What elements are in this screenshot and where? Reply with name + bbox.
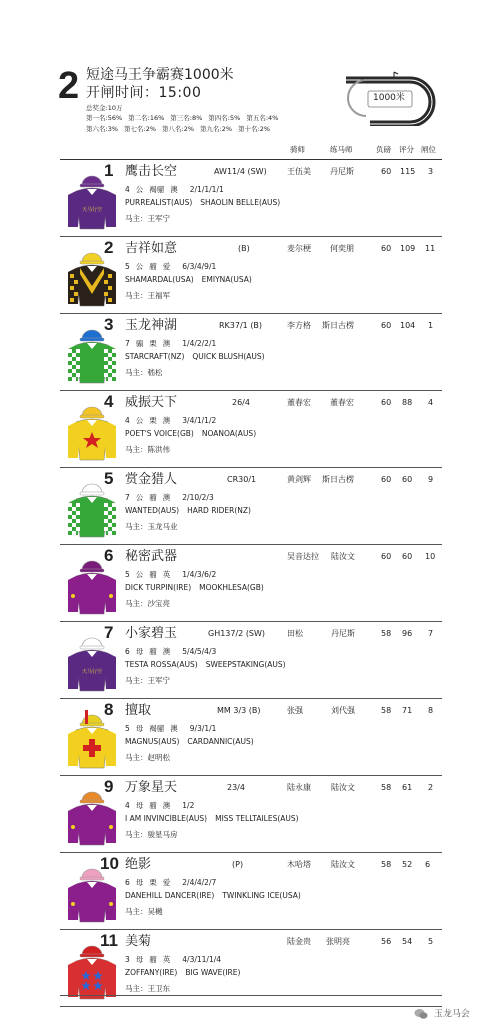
recent-form: 1/4/3/6/2 <box>182 570 217 579</box>
carried-weight: 60 <box>381 321 392 330</box>
race-number: 2 <box>58 65 80 107</box>
runner-number: 6 <box>104 546 114 565</box>
rating: 61 <box>402 783 413 792</box>
dam: CARDANNIC(AUS) <box>187 737 254 746</box>
carried-weight: 60 <box>381 167 392 176</box>
horse-sex: 公 <box>135 493 144 502</box>
dam: MOOKHLESA(GB) <box>199 583 264 592</box>
horse-gear: MM 3/3 (B) <box>217 706 261 715</box>
horse-name: 万象星天 <box>125 780 178 795</box>
horse-age: 4 <box>125 416 130 425</box>
horse-age: 6 <box>125 878 130 887</box>
pedigree <box>125 813 307 824</box>
barrier: 8 <box>428 706 434 715</box>
prize-split: 第一名:56% <box>86 114 123 122</box>
dam: TWINKLING ICE(USA) <box>222 891 301 900</box>
horse-color: 栗 <box>149 339 157 348</box>
owner: 马主：王福军 <box>125 291 170 300</box>
rating: 115 <box>400 167 416 176</box>
dam: EMIYNA(USA) <box>201 275 252 284</box>
horse-age: 3 <box>125 955 130 964</box>
barrier: 1 <box>428 321 434 330</box>
sire: STARCRAFT(NZ) <box>125 352 185 361</box>
col-barrier: 闸位 <box>421 145 436 154</box>
sire: TESTA ROSSA(AUS) <box>125 660 198 669</box>
sire: WANTED(AUS) <box>125 506 180 515</box>
horse-age: 4 <box>125 185 130 194</box>
horse-age: 5 <box>125 262 130 271</box>
horse-name: 小家碧玉 <box>125 626 178 641</box>
divider <box>60 1006 442 1007</box>
recent-form: 6/3/4/9/1 <box>182 262 217 271</box>
rating: 71 <box>402 706 413 715</box>
horse-sex: 公 <box>135 262 144 271</box>
horse-age: 7 <box>125 339 130 348</box>
rating: 96 <box>402 629 413 638</box>
horse-gear: CR30/1 <box>227 475 257 484</box>
rating: 54 <box>402 937 413 946</box>
jockey-name: 吴音达拉 <box>287 552 319 561</box>
sire: DICK TURPIN(IRE) <box>125 583 192 592</box>
sire: POET'S VOICE(GB) <box>125 429 194 438</box>
horse-gear: RK37/1 (B) <box>219 321 263 330</box>
recent-form: 5/4/5/4/3 <box>182 647 217 656</box>
rating: 60 <box>402 475 413 484</box>
prize-split: 第九名:2% <box>200 125 233 133</box>
horse-color: 骝 <box>149 570 157 579</box>
horse-sex: 公 <box>135 416 144 425</box>
owner: 马主：王军宁 <box>125 214 170 223</box>
runner-number: 11 <box>100 931 118 950</box>
carried-weight: 58 <box>381 629 392 638</box>
prize-split: 第七名:2% <box>124 125 157 133</box>
col-rating: 评分 <box>399 145 414 154</box>
pedigree <box>125 505 259 516</box>
total-purse: 总奖金:10万 <box>86 104 123 112</box>
runner-row <box>0 622 500 699</box>
horse-profile <box>125 338 222 349</box>
barrier: 10 <box>425 552 436 561</box>
runner-row <box>0 391 500 468</box>
recent-form: 1/4/2/2/1 <box>182 339 217 348</box>
horse-profile <box>125 877 222 888</box>
trainer-name: 何奕朋 <box>330 244 354 253</box>
pedigree <box>125 967 248 978</box>
runner-row <box>0 237 500 314</box>
wechat-icon <box>414 1008 428 1020</box>
recent-form: 2/4/4/2/7 <box>182 878 217 887</box>
jockey-name: 董春宏 <box>287 398 311 407</box>
runner-row <box>0 314 500 391</box>
trainer-name: 陆汝文 <box>331 860 355 869</box>
owner: 马主：吴樾 <box>125 907 163 916</box>
recent-form: 1/2 <box>182 801 195 810</box>
horse-profile <box>125 954 227 965</box>
horse-age: 6 <box>125 647 130 656</box>
runner-number: 3 <box>104 315 114 334</box>
sire: SHAMARDAL(USA) <box>125 275 194 284</box>
runner-number: 10 <box>100 854 119 873</box>
pedigree <box>125 351 273 362</box>
horse-sex: 母 <box>135 647 144 656</box>
trainer-name: 董春宏 <box>330 398 354 407</box>
jockey-name: 陆金贵 <box>287 937 311 946</box>
carried-weight: 60 <box>381 398 392 407</box>
prize-split-row-2 <box>86 125 276 134</box>
owner: 马主：玉龙马业 <box>125 522 178 531</box>
horse-name: 鹰击长空 <box>125 164 178 179</box>
sire: PURREALIST(AUS) <box>125 198 193 207</box>
horse-origin: 英 <box>162 570 171 579</box>
pedigree <box>125 582 272 593</box>
dam: MISS TELLTAILES(AUS) <box>215 814 299 823</box>
dam: HARD RIDER(NZ) <box>187 506 251 515</box>
owner: 马主：骏星马房 <box>125 830 178 839</box>
rating: 109 <box>400 244 416 253</box>
dam: BIG WAVE(IRE) <box>185 968 241 977</box>
dam: SWEEPSTAKING(AUS) <box>205 660 286 669</box>
jockey-name: 田松 <box>287 629 303 638</box>
barrier: 11 <box>425 244 436 253</box>
horse-name: 玉龙神湖 <box>125 318 178 333</box>
col-weight: 负磅 <box>376 145 391 154</box>
watermark-text: 玉龙马会 <box>433 1009 470 1020</box>
sire: DANEHILL DANCER(IRE) <box>125 891 215 900</box>
watermark <box>414 1008 470 1021</box>
owner: 马主：嵇松 <box>125 368 163 377</box>
jockey-name: 陆永康 <box>287 783 311 792</box>
trainer-name: 刘代强 <box>331 706 355 715</box>
pedigree <box>125 197 288 208</box>
horse-color: 骝 <box>149 955 157 964</box>
jockey-name: 麦尔梗 <box>287 244 311 253</box>
horse-origin: 澳 <box>162 647 171 656</box>
trainer-name: 陆汝文 <box>331 783 355 792</box>
column-headers <box>0 144 500 158</box>
horse-name: 擅取 <box>125 703 152 718</box>
prize-split: 第二名:16% <box>128 114 165 122</box>
svg-text:天马行空: 天马行空 <box>81 207 103 213</box>
horse-profile <box>125 800 200 811</box>
race-title: 短途马王争霸赛1000米 <box>86 67 234 83</box>
horse-color: 骝 <box>149 262 157 271</box>
horse-profile <box>125 184 230 195</box>
horse-color: 骝 <box>149 801 157 810</box>
horse-profile <box>125 723 222 734</box>
barrier: 6 <box>425 860 431 869</box>
owner: 马主：王军宁 <box>125 676 170 685</box>
horse-profile <box>125 492 220 503</box>
horse-sex: 公 <box>135 185 144 194</box>
dam: NOANOA(AUS) <box>201 429 257 438</box>
horse-age: 5 <box>125 570 130 579</box>
runner-number: 5 <box>104 469 114 488</box>
horse-name: 绝影 <box>125 857 152 872</box>
col-trainer: 练马师 <box>330 145 353 154</box>
jockey-name: 张强 <box>287 706 303 715</box>
horse-origin: 爱 <box>162 262 171 271</box>
horse-profile <box>125 415 222 426</box>
prize-split: 第五名:4% <box>246 114 279 122</box>
pedigree <box>125 890 309 901</box>
horse-origin: 澳 <box>170 724 178 733</box>
horse-name: 吉祥如意 <box>125 241 178 256</box>
carried-weight: 58 <box>381 706 392 715</box>
runner-row <box>0 545 500 622</box>
horse-age: 5 <box>125 724 130 733</box>
runner-number: 8 <box>104 700 114 719</box>
horse-sex: 母 <box>135 801 144 810</box>
rating: 60 <box>402 552 413 561</box>
sire: MAGNUS(AUS) <box>125 737 180 746</box>
prize-split: 第十名:2% <box>238 125 271 133</box>
horse-sex: 母 <box>135 955 144 964</box>
jockey-name: 木哈塔 <box>287 860 311 869</box>
pedigree <box>125 274 260 285</box>
runner-number: 9 <box>104 777 114 796</box>
trainer-name: 斯日古楞 <box>322 475 354 484</box>
horse-origin: 澳 <box>162 339 171 348</box>
runner-number: 4 <box>104 392 114 411</box>
trainer-name: 张明亮 <box>326 937 350 946</box>
carried-weight: 58 <box>381 860 392 869</box>
horse-color: 褐骝 <box>149 185 165 194</box>
horse-origin: 澳 <box>162 801 171 810</box>
rating: 52 <box>402 860 413 869</box>
pedigree <box>125 428 264 439</box>
horse-origin: 澳 <box>162 416 171 425</box>
trainer-name: 丹尼斯 <box>330 167 354 176</box>
runner-number: 2 <box>104 238 114 257</box>
horse-profile <box>125 261 222 272</box>
horse-origin: 爱 <box>162 878 171 887</box>
track-distance-label: 1000米 <box>373 93 405 103</box>
barrier: 4 <box>428 398 434 407</box>
horse-sex: 母 <box>135 724 144 733</box>
horse-name: 威振天下 <box>125 395 178 410</box>
runner-row <box>0 699 500 776</box>
col-jockey: 骑师 <box>290 145 305 154</box>
rating: 104 <box>400 321 416 330</box>
recent-form: 2/10/2/3 <box>182 493 214 502</box>
pedigree <box>125 659 294 670</box>
barrier: 5 <box>428 937 434 946</box>
dam: SHAOLIN BELLE(AUS) <box>200 198 281 207</box>
horse-sex: 母 <box>135 878 144 887</box>
horse-gear: AW11/4 (SW) <box>214 167 267 176</box>
jockey-name: 黄剑辉 <box>287 475 311 484</box>
horse-sex: 公 <box>135 570 144 579</box>
barrier: 3 <box>428 167 434 176</box>
carried-weight: 56 <box>381 937 392 946</box>
horse-origin: 英 <box>162 955 171 964</box>
horse-color: 栗 <box>149 416 157 425</box>
horse-gear: (P) <box>232 860 244 869</box>
owner: 马主：王卫东 <box>125 984 170 993</box>
horse-color: 褐骝 <box>149 724 165 733</box>
runner-number: 1 <box>104 161 114 180</box>
jockey-name: 王伍美 <box>287 167 311 176</box>
horse-origin: 澳 <box>170 185 178 194</box>
sire: ZOFFANY(IRE) <box>125 968 178 977</box>
horse-color: 栗 <box>149 878 157 887</box>
rating: 88 <box>402 398 413 407</box>
horse-age: 7 <box>125 493 130 502</box>
runner-row <box>0 776 500 853</box>
prize-split-row-1 <box>86 114 284 123</box>
horse-color: 骝 <box>149 647 157 656</box>
horse-gear: GH137/2 (SW) <box>208 629 266 638</box>
prize-split: 第八名:2% <box>162 125 195 133</box>
horse-name: 美菊 <box>125 934 152 949</box>
owner: 马主：赵明松 <box>125 753 170 762</box>
trainer-name: 丹尼斯 <box>331 629 355 638</box>
carried-weight: 60 <box>381 552 392 561</box>
runner-list <box>0 160 500 1007</box>
runner-row <box>0 160 500 237</box>
jockey-name: 李方格 <box>287 321 311 330</box>
trainer-name: 陆汝文 <box>331 552 355 561</box>
horse-name: 赏金猎人 <box>125 472 178 487</box>
horse-gear: 23/4 <box>227 783 245 792</box>
horse-age: 4 <box>125 801 130 810</box>
trainer-name: 斯日古楞 <box>322 321 354 330</box>
svg-text:天马行空: 天马行空 <box>81 669 103 675</box>
horse-profile <box>125 569 222 580</box>
horse-gear: 26/4 <box>232 398 250 407</box>
recent-form: 9/3/1/1 <box>189 724 217 733</box>
recent-form: 2/1/1/1/1 <box>189 185 224 194</box>
horse-name: 秘密武器 <box>125 549 178 564</box>
horse-gear: (B) <box>238 244 250 253</box>
horse-color: 骝 <box>149 493 157 502</box>
barrier: 9 <box>428 475 434 484</box>
barrier: 7 <box>428 629 434 638</box>
carried-weight: 60 <box>381 244 392 253</box>
owner: 马主：陈洪伟 <box>125 445 170 454</box>
race-header <box>0 0 500 150</box>
prize-split: 第三名:8% <box>170 114 203 122</box>
divider <box>60 995 442 996</box>
horse-origin: 澳 <box>162 493 171 502</box>
prize-split: 第四名:5% <box>208 114 241 122</box>
recent-form: 4/3/11/1/4 <box>182 955 222 964</box>
race-start-time: 开闸时间：15:00 <box>86 85 202 101</box>
horse-sex: 骟 <box>135 339 144 348</box>
carried-weight: 60 <box>381 475 392 484</box>
dam: QUICK BLUSH(AUS) <box>192 352 265 361</box>
carried-weight: 58 <box>381 783 392 792</box>
barrier: 2 <box>428 783 434 792</box>
runner-row <box>0 853 500 930</box>
prize-split: 第六名:3% <box>86 125 119 133</box>
runner-row <box>0 468 500 545</box>
owner: 马主：沙宝亮 <box>125 599 170 608</box>
horse-profile <box>125 646 222 657</box>
runner-number: 7 <box>104 623 114 642</box>
pedigree <box>125 736 262 747</box>
sire: I AM INVINCIBLE(AUS) <box>125 814 208 823</box>
recent-form: 3/4/1/1/2 <box>182 416 217 425</box>
